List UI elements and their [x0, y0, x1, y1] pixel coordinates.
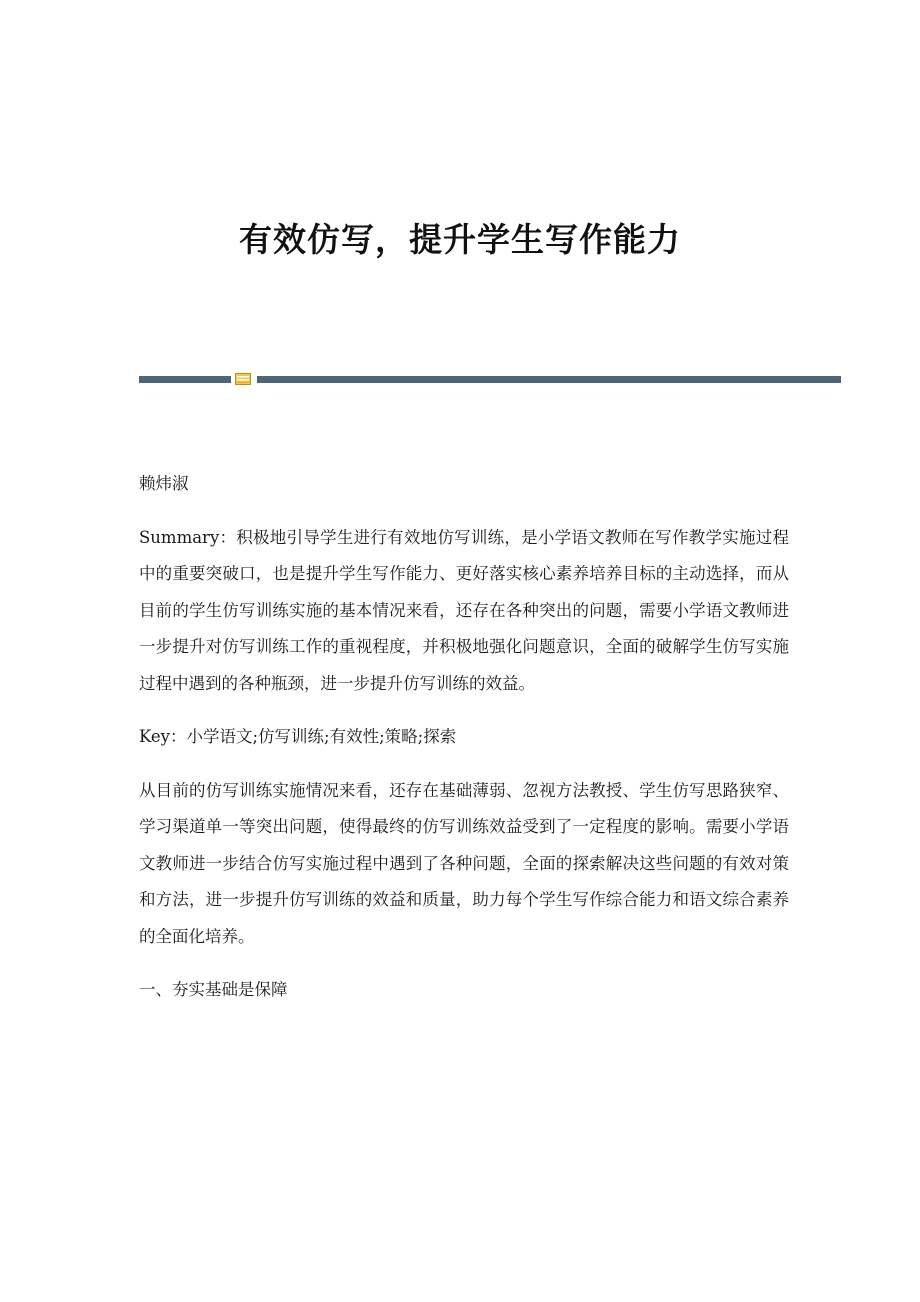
- author-name: 赖炜淑: [139, 474, 189, 493]
- key-text: 小学语文;仿写训练;有效性;策略;探索: [186, 727, 457, 746]
- section-heading: 一、夯实基础是保障: [139, 980, 288, 999]
- title-divider: [139, 372, 841, 386]
- divider-bar-right: [257, 376, 841, 383]
- keywords-paragraph: [139, 719, 789, 756]
- summary-label: Summary：: [139, 527, 237, 547]
- summary-text: 积极地引导学生进行有效地仿写训练，是小学语文教师在写作教学实施过程中的重要突破口，也是提升学生写作能力、更好落实核心素养培养目标的主动选择，而从目前的学生仿写训练实施的基本情况来看，还存在各种突出的问题，需要小学语文教师进一步提升对仿写训练工作的重视程度，并积极地强化问题意识，全面的破解学生仿写实施过程中遇到的各种瓶颈，进一步提升仿写训练的效益。: [139, 527, 789, 693]
- key-label: Key：: [139, 727, 187, 746]
- document-title: 有效仿写，提升学生写作能力: [239, 220, 681, 259]
- body-paragraph: 从目前的仿写训练实施情况来看，还存在基础薄弱、忽视方法教授、学生仿写思路狭窄、学习渠道单一等突出问题，使得最终的仿写训练效益受到了一定程度的影响。需要小学语文教师进一步结合仿写实施过程中遇到了各种问题，全面的探索解决这些问题的有效对策和方法，进一步提升仿写训练的效益和质量，助力每个学生写作综合能力和语文综合素养的全面化培养。: [139, 780, 789, 946]
- document-body: [139, 466, 789, 1026]
- summary-paragraph: [139, 520, 789, 703]
- document-mark-icon: [235, 373, 251, 385]
- divider-bar-left: [139, 376, 231, 383]
